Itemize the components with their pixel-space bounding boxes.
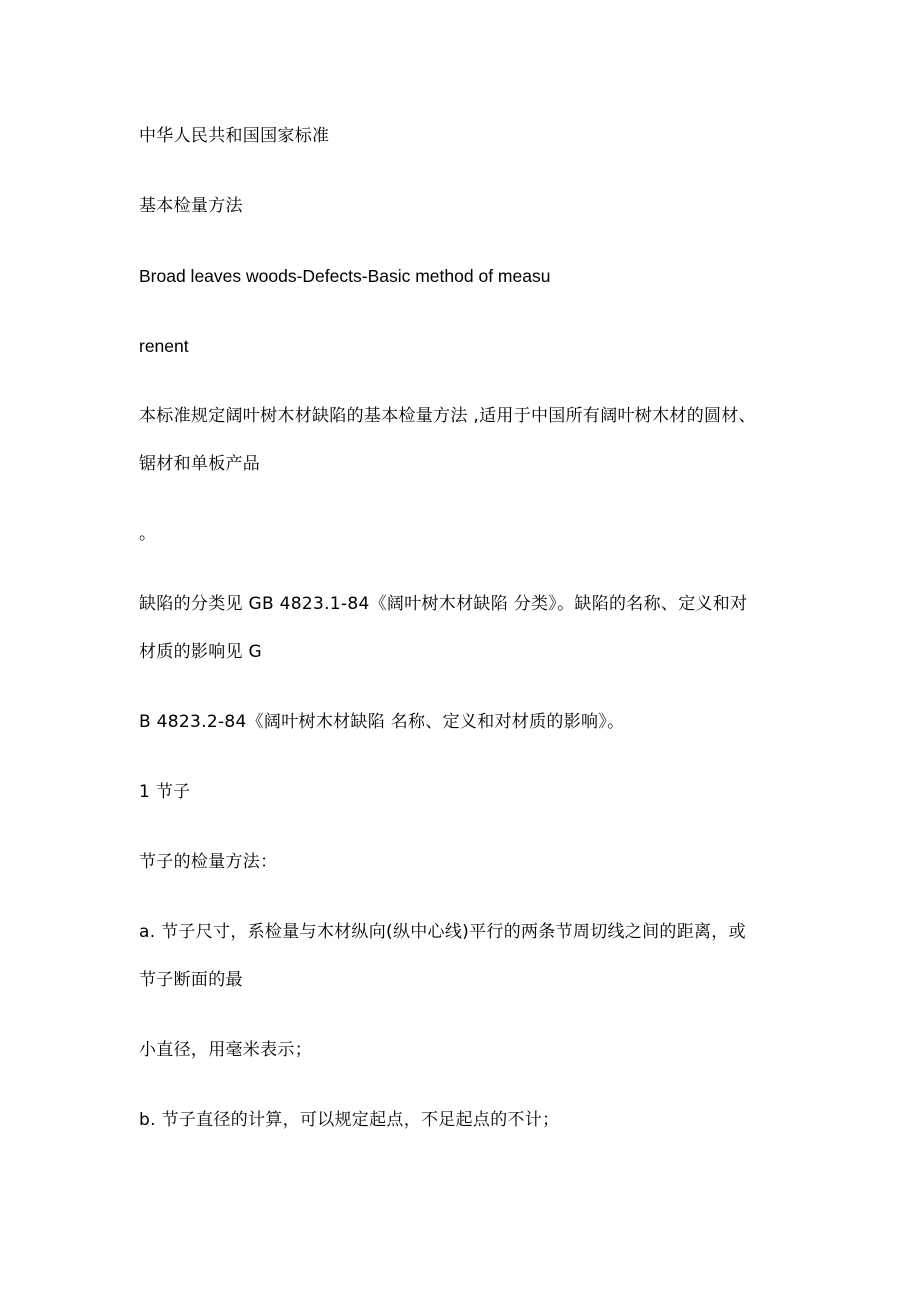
item-a-line1: a. 节子尺寸，系检量与木材纵向(纵中心线)平行的两条节周切线之间的距离，或: [139, 922, 746, 942]
reference-paragraph-line2: 材质的影响见 G: [139, 642, 262, 662]
method-intro: 节子的检量方法：: [139, 852, 278, 872]
document-title-cn: 基本检量方法: [139, 196, 243, 216]
section-heading: 1 节子: [139, 782, 191, 802]
standard-header: 中华人民共和国国家标准: [139, 126, 330, 146]
scope-paragraph-line1: 本标准规定阔叶树木材缺陷的基本检量方法 ,适用于中国所有阔叶树木材的圆材、: [139, 406, 756, 426]
reference-paragraph-line3: B 4823.2-84《阔叶树木材缺陷 名称、定义和对材质的影响》。: [139, 712, 625, 732]
reference-paragraph-line1: 缺陷的分类见 GB 4823.1-84《阔叶树木材缺陷 分类》。缺陷的名称、定义和对: [139, 594, 748, 614]
scope-paragraph-line2: 锯材和单板产品: [139, 454, 261, 474]
item-a-line3: 小直径，用毫米表示；: [139, 1040, 312, 1060]
item-b: b. 节子直径的计算，可以规定起点，不足起点的不计；: [139, 1110, 560, 1130]
document-title-en-line1: Broad leaves woods-Defects-Basic method of measu: [139, 266, 551, 286]
document-title-en-line2: renent: [139, 336, 189, 356]
scope-paragraph-end: 。: [139, 524, 157, 544]
item-a-line2: 节子断面的最: [139, 970, 243, 990]
